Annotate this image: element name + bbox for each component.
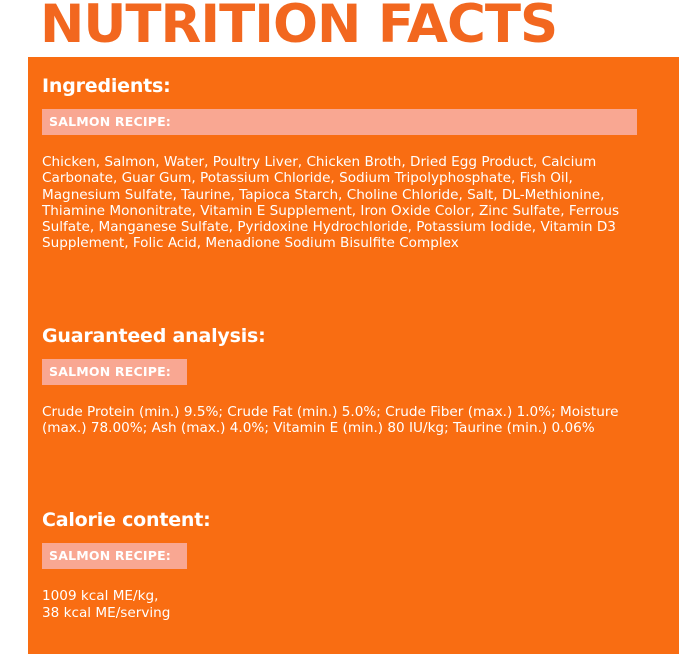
guaranteed-analysis-text: Crude Protein (min.) 9.5%; Crude Fat (min.) 5.0%; Crude Fiber (max.) 1.0%; Moisture (max.) 78.00%; Ash (max.) 4.0%; Vitamin E (min.) 80 IU/kg; Taurine (min.) 0.06% (42, 403, 619, 437)
guaranteed-analysis-recipe-badge: SALMON RECIPE: (42, 359, 187, 385)
guaranteed-analysis-heading: Guaranteed analysis: (42, 324, 266, 347)
calorie-per-serving: 38 kcal ME/serving (42, 604, 171, 621)
section-calorie-content (42, 509, 642, 621)
calorie-per-kg: 1009 kcal ME/kg, (42, 588, 159, 605)
content-area (42, 75, 642, 621)
ingredients-text: Chicken, Salmon, Water, Poultry Liver, Chicken Broth, Dried Egg Product, Calcium Carbonate, Guar Gum, Potassium Chloride, Sodium Tripolyphosphate, Fish Oil, Magnesium Sulfate, Taurine, Tapioca Starch, Choline Chloride, Salt, DL-Methionine, Thiamine Mononitrate, Vitamin E Supplement, Iron Oxide Color, Zinc Sulfate, Ferrous Sulfate, Manganese Sulfate, Pyridoxine Hydrochloride, Potassium Iodide, Vitamin D3 Supplement, Folic Acid, Menadione Sodium Bisulfite Complex (42, 154, 620, 252)
calorie-content-text (42, 588, 622, 621)
calorie-content-recipe-badge: SALMON RECIPE: (42, 543, 187, 569)
section-ingredients (42, 75, 642, 252)
page-title: NUTRITION FACTS (40, 0, 558, 55)
ingredients-heading: Ingredients: (42, 75, 171, 97)
calorie-content-heading: Calorie content: (42, 509, 211, 532)
ingredients-recipe-badge: SALMON RECIPE: (42, 109, 637, 135)
spacer-ingredients-guaranteed (42, 252, 642, 325)
spacer-guaranteed-calorie (42, 436, 642, 509)
section-guaranteed-analysis (42, 325, 642, 437)
left-margin-stripe (0, 0, 28, 654)
